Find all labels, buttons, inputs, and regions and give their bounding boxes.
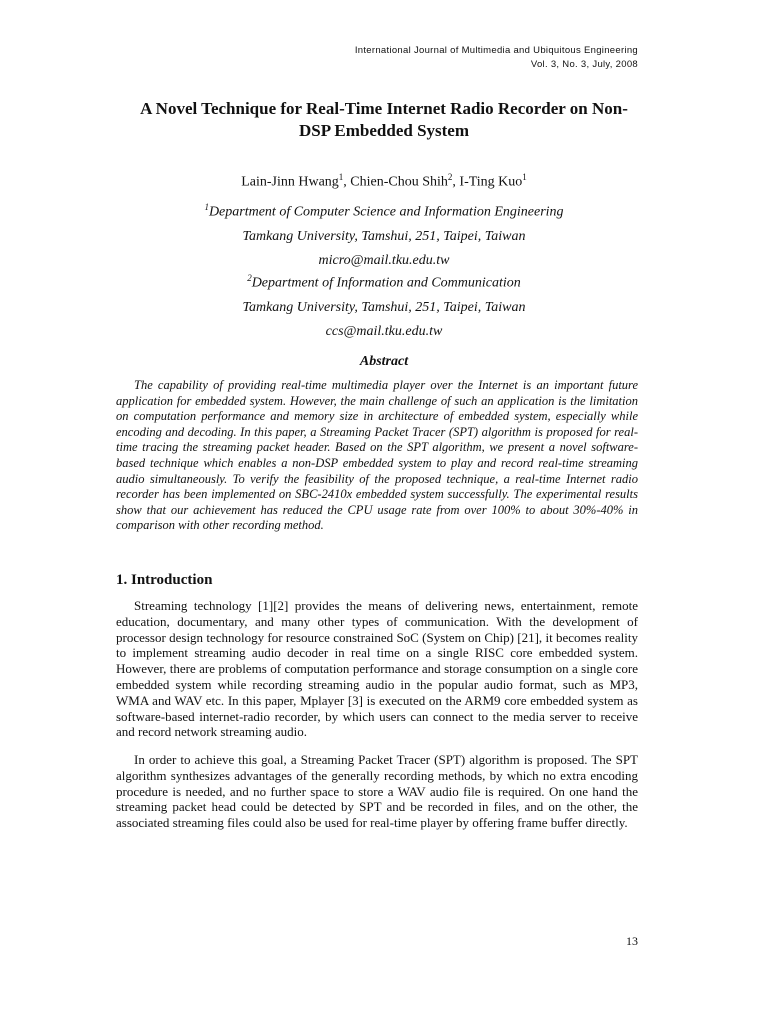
section-heading: 1. Introduction — [116, 572, 213, 588]
journal-volume: Vol. 3, No. 3, July, 2008 — [530, 59, 638, 70]
affiliation-university: Tamkang University, Tamshui, 251, Taipei, Taiwan — [242, 228, 526, 244]
affiliation-dept: $^1$Department of Computer Science and Information Engineering — [204, 202, 564, 220]
running-header — [355, 44, 638, 72]
author-list: Lain-Jinn Hwang$^1$, Chien-Chou Shih$^2$, I-Ting Kuo$^1$ — [241, 172, 527, 190]
author-affiliation-mark: 2 — [447, 172, 453, 182]
affiliation-email: micro@mail.tku.edu.tw — [318, 252, 450, 268]
abstract-text: The capability of providing real-time multimedia player over the Internet is an important future application for embedded system. However, the main challenge of such an application is the limitation on computation performance and memory size in architecture of embedded system, especially while encoding and decoding. In this paper, a Streaming Packet Tracer (SPT) algorithm is proposed for real-time tracing the streaming packet header. Based on the SPT algorithm, we present a novel software-based technique which enables a non-DSP embedded system to play and record real-time streaming audio simultaneously. To verify the feasibility of the proposed technique, a real-time Internet radio recorder has been implemented on SBC-2410x embedded system successfully. The experimental results show that our achievement has reduced the CPU usage rate from over 100% to about 30%-40% in comparison with other recording method. — [116, 378, 638, 533]
affiliation-email: ccs@mail.tku.edu.tw — [325, 323, 443, 339]
affiliation-2 — [110, 266, 658, 344]
paper-title-line-2: DSP Embedded System — [298, 121, 470, 140]
paper-title — [110, 98, 658, 142]
affiliation-university: Tamkang University, Tamshui, 251, Taipei, Taiwan — [242, 299, 526, 315]
abstract-heading: Abstract — [359, 354, 409, 369]
author-name: Chien-Chou Shih — [350, 174, 448, 190]
affiliation-dept: $^2$Department of Information and Communication — [247, 273, 521, 291]
author-name: I-Ting Kuo — [459, 174, 523, 190]
paper-title-line-1: A Novel Technique for Real-Time Internet Radio Recorder on Non- — [140, 99, 628, 118]
author-name: Lain-Jinn Hwang — [241, 174, 339, 190]
body-paragraph: Streaming technology [1][2] provides the means of delivering news, entertainment, remote education, documentary, and many other types of communication. With the development of processor design technology for resource constrained SoC (System on Chip) [21], it becomes reality to implement streaming audio decoder in real time on a single RISC core embedded system. However, there are problems of computation performance and storage consumption on a single core embedded system while recording streaming audio in the popular audio format, such as MP3, WMA and WAV etc. In this paper, Mplayer [3] is executed on the ARM9 core embedded system as software-based internet-radio recorder, by which users can connect to the media server to receive and record network streaming audio. — [116, 598, 638, 740]
body-paragraph: In order to achieve this goal, a Streaming Packet Tracer (SPT) algorithm is proposed. The SPT algorithm synthesizes advantages of the generally recording methods, by which no extra encoding procedure is needed, and no further space to store a WAV audio file is required. On one hand the streaming packet head could be detected by SPT and be recorded in files, and on the other, the associated streaming files could also be used for real-time player by offering frame buffer directly. — [116, 752, 638, 831]
author-affiliation-mark: 1 — [338, 172, 344, 182]
affiliation-1 — [110, 195, 658, 273]
author-affiliation-mark: 1 — [522, 172, 527, 182]
page-number: 13 — [626, 934, 638, 948]
journal-name: International Journal of Multimedia and Ubiquitous Engineering — [354, 45, 638, 56]
